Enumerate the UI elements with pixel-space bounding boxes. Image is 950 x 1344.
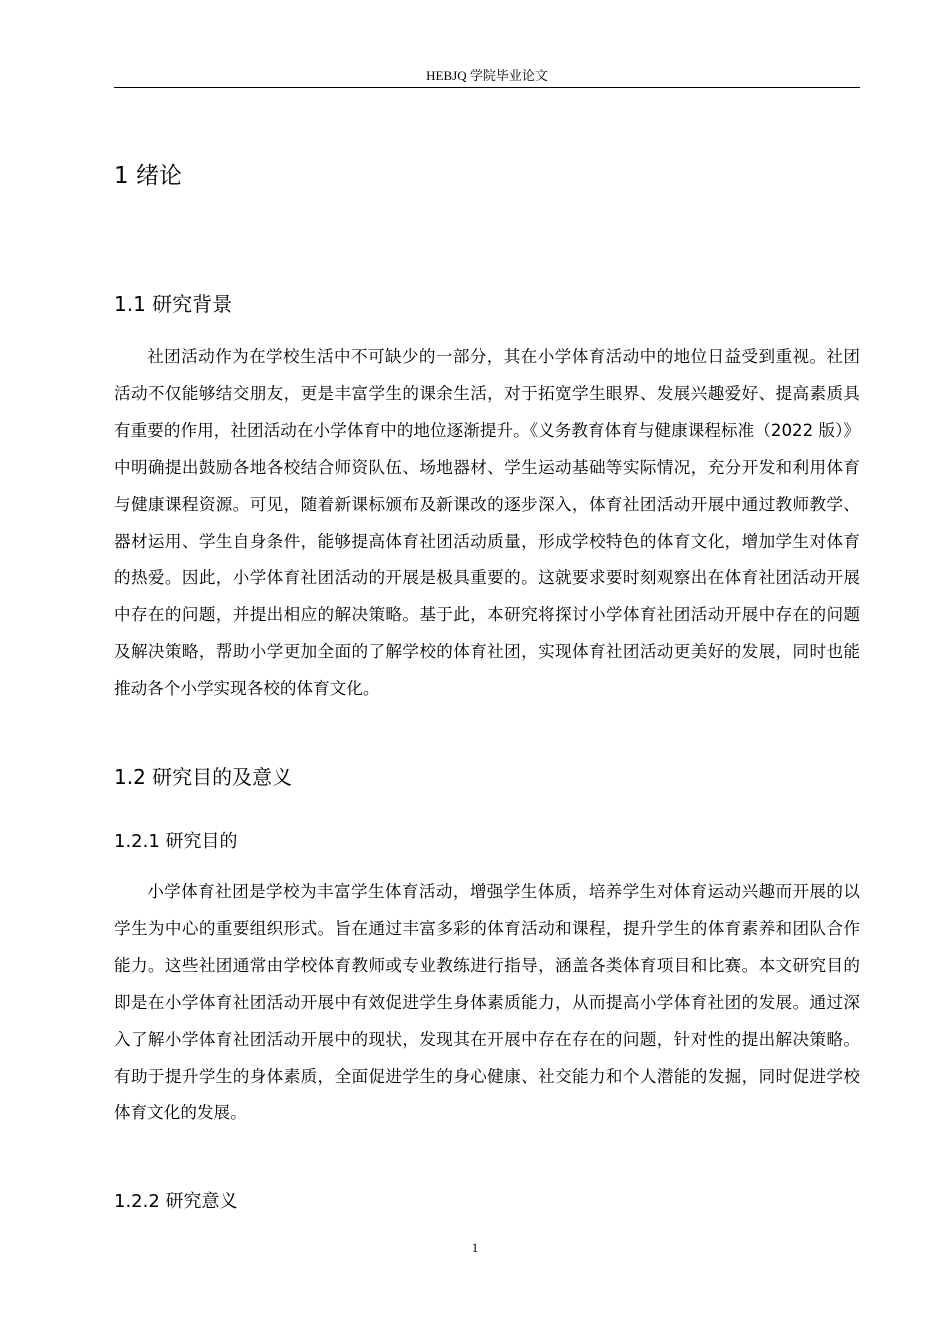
subsection-heading-significance: 1.2.2 研究意义 [114,1191,238,1212]
paragraph-purpose: 小学体育社团是学校为丰富学生体育活动，增强学生体质，培养学生对体育运动兴趣而开展的以学生为中心的重要组织形式。旨在通过丰富多彩的体育活动和课程，提升学生的体育素养和团队合作能力。这些社团通常由学校体育教师或专业教练进行指导，涵盖各类体育项目和比赛。本文研究目的即是在小学体育社团活动开展中有效促进学生身体素质能力，从而提高小学体育社团的发展。通过深入了解小学体育社团活动开展中的现状，发现其在开展中存在存在的问题，针对性的提出解决策略。有助于提升学生的身体素质，全面促进学生的身心健康、社交能力和个人潜能的发掘，同时促进学校体育文化的发展。 [114,882,860,1123]
running-header: HEBJQ 学院毕业论文 [114,67,860,88]
chapter-title: 1 绪论 [114,163,182,189]
section-heading-purpose-significance: 1.2 研究目的及意义 [114,765,293,789]
page-number: 1 [471,1240,479,1255]
subsection-heading-purpose: 1.2.1 研究目的 [114,831,238,852]
section-heading-background: 1.1 研究背景 [114,292,233,316]
paragraph-background: 社团活动作为在学校生活中不可缺少的一部分，其在小学体育活动中的地位日益受到重视。社团活动不仅能够结交朋友，更是丰富学生的课余生活，对于拓宽学生眼界、发展兴趣爱好、提高素质具有重要的作用，社团活动在小学体育中的地位逐渐提升。《义务教育体育与健康课程标准（2022 版）》中明确提出鼓励各地各校结合师资队伍、场地器材、学生运动基础等实际情况，充分开发和利用体育与健康课程资源。可见，随着新课标颁布及新课改的逐步深入，体育社团活动开展中通过教师教学、器材运用、学生自身条件，能够提高体育社团活动质量，形成学校特色的体育文化，增加学生对体育的热爱。因此，小学体育社团活动的开展是极具重要的。这就要求要时刻观察出在体育社团活动开展中存在的问题，并提出相应的解决策略。基于此，本研究将探讨小学体育社团活动开展中存在的问题及解决策略，帮助小学更加全面的了解学校的体育社团，实现体育社团活动更美好的发展，同时也能推动各个小学实现各校的体育文化。 [114,347,860,699]
